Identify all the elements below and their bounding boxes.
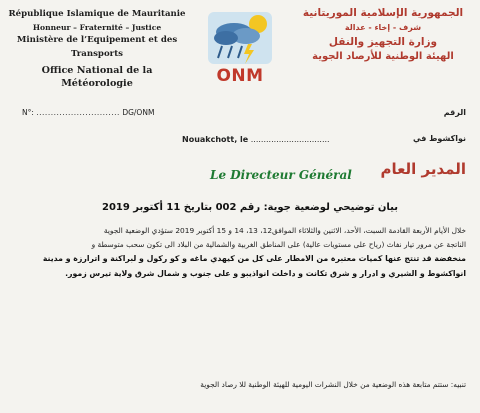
place-label: Nouakchott, le <box>182 135 249 144</box>
office-ar: الهيئة الوطنية للأرصاد الجوية <box>312 50 454 62</box>
republic-fr: République Islamique de Mauritanie <box>8 9 186 19</box>
motto-ar: شرف - إخاء - عدالة <box>344 22 422 32</box>
header-arabic <box>294 6 472 64</box>
cloud-rain-sun-logo-icon <box>204 10 276 68</box>
body-line: منخفضة قد تنتج عنها كميات معتبرة من الامطار على كل من كيهدي ماغه و كو ركول و لبراكنة و اترارزة و مدينة <box>42 254 466 264</box>
body-line: الناتجة عن مرور تيار نفاث (رياح على مستويات عالية) على المناطق الغربية والشمالية من البلاد الى تكون سحب متوسطة و <box>91 240 466 250</box>
bulletin-title: بيان توضيحي لوضعية جوية: رقم 002 بتاريخ 11 أكتوبر 2019 <box>101 202 399 213</box>
number-label: N°: <box>22 108 34 117</box>
number-suffix: DG/ONM <box>122 108 155 117</box>
ministry-ar: وزارة التجهيز والنقل <box>328 36 438 48</box>
body-line: خلال الأيام الأربعة القادمة السبت، الأحد، الاثنين والثلاثاء الموافق12، 13، 14 و 15 أكتوبر 2019 ستؤدي الوضعية الجوية <box>103 226 466 235</box>
onm-logo <box>204 10 276 86</box>
place-date-ar: نواكشوط في <box>413 134 466 143</box>
republic-ar: الجمهورية الإسلامية الموريتانية <box>302 7 464 19</box>
office-fr: Office National de la Météorologie <box>41 64 153 90</box>
bulletin-body <box>14 224 466 281</box>
number-dots: ............................. <box>36 108 120 117</box>
logo-text: ONM <box>216 66 264 86</box>
bulletin-note: تنبيه: ستتم متابعة هذه الوضعية من خلال النشرات اليومية للهيئة الوطنية للا رصاد الجوية <box>200 380 466 389</box>
header-french <box>8 8 186 90</box>
director-fr: Le Directeur Général <box>210 168 352 182</box>
reference-number-ar: الرقم <box>443 108 466 117</box>
body-line: انواكشوط و الشيري و ادرار و شرق تكانت و داخلت انواذيبو و على جنوب و شمال شرق ولاية تيرس زمور. <box>65 268 466 278</box>
ministry-fr: Ministère de l’Equipement et des Transports <box>16 35 178 59</box>
director-ar: المدير العام <box>380 160 466 178</box>
place-date-fr <box>182 135 330 144</box>
place-dots: ............................... <box>250 135 330 144</box>
motto-fr: Honneur – Fraternité – Justice <box>32 23 162 33</box>
reference-number-fr <box>22 108 154 117</box>
